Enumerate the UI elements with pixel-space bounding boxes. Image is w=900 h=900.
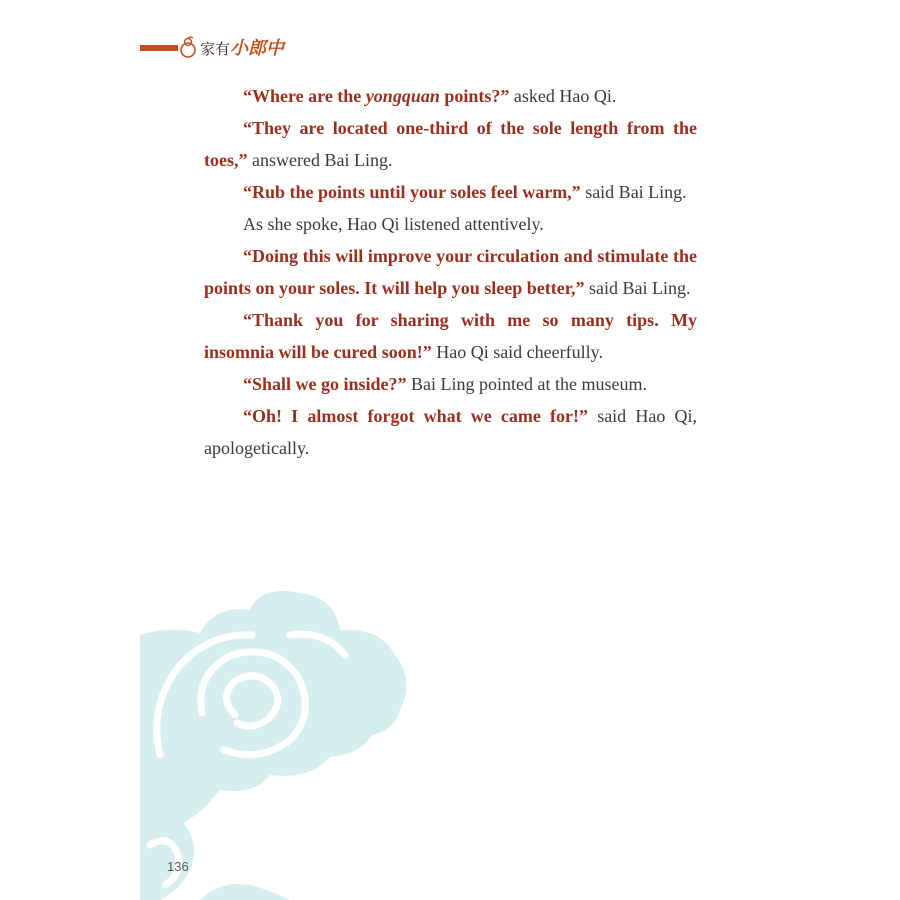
body-text (204, 80, 697, 464)
dialogue-text: points?” (439, 86, 510, 106)
paragraph (204, 208, 697, 240)
dialogue-text: “Doing this will improve your circulation and stimulate the points on your soles. It will help you sleep better,” (204, 246, 697, 298)
paragraph (204, 400, 697, 464)
dialogue-italic-term: yongquan (365, 86, 440, 106)
dialogue-text: “Rub the points until your soles feel warm,” (243, 182, 581, 202)
paragraph (204, 80, 697, 112)
paragraph (204, 176, 697, 208)
book-title-prefix: 家有 (200, 40, 231, 58)
dialogue-text: “They are located one-third of the sole length from the toes,” (204, 118, 697, 170)
narration-text: said Hao Qi, apologetically. (204, 406, 697, 458)
narration-text: said Bai Ling. (584, 278, 691, 298)
dialogue-text: “Shall we go inside?” (243, 374, 407, 394)
running-header (140, 30, 440, 66)
paragraph (204, 368, 697, 400)
paragraph (204, 304, 697, 368)
header-rule (140, 45, 178, 51)
dialogue-text: “Where are the (243, 86, 366, 106)
narration-text: As she spoke, Hao Qi listened attentively. (243, 214, 544, 234)
narration-text: said Bai Ling. (580, 182, 687, 202)
paragraph (204, 240, 697, 304)
dialogue-text (366, 86, 440, 106)
dialogue-text: “Oh! I almost forgot what we came for!” (243, 406, 589, 426)
gourd-icon (176, 36, 200, 60)
narration-text: asked Hao Qi. (509, 86, 617, 106)
narration-text: Bai Ling pointed at the museum. (406, 374, 647, 394)
paragraph (204, 112, 697, 176)
narration-text: answered Bai Ling. (247, 150, 393, 170)
book-title (200, 34, 284, 60)
dialogue-text: “Thank you for sharing with me so many tips. My insomnia will be cured soon!” (204, 310, 697, 362)
narration-text: Hao Qi said cheerfully. (431, 342, 603, 362)
book-title-accent: 小郎中 (230, 38, 285, 59)
cloud-decoration (140, 585, 420, 900)
book-page (140, 0, 760, 900)
page-number: 136 (167, 859, 189, 874)
